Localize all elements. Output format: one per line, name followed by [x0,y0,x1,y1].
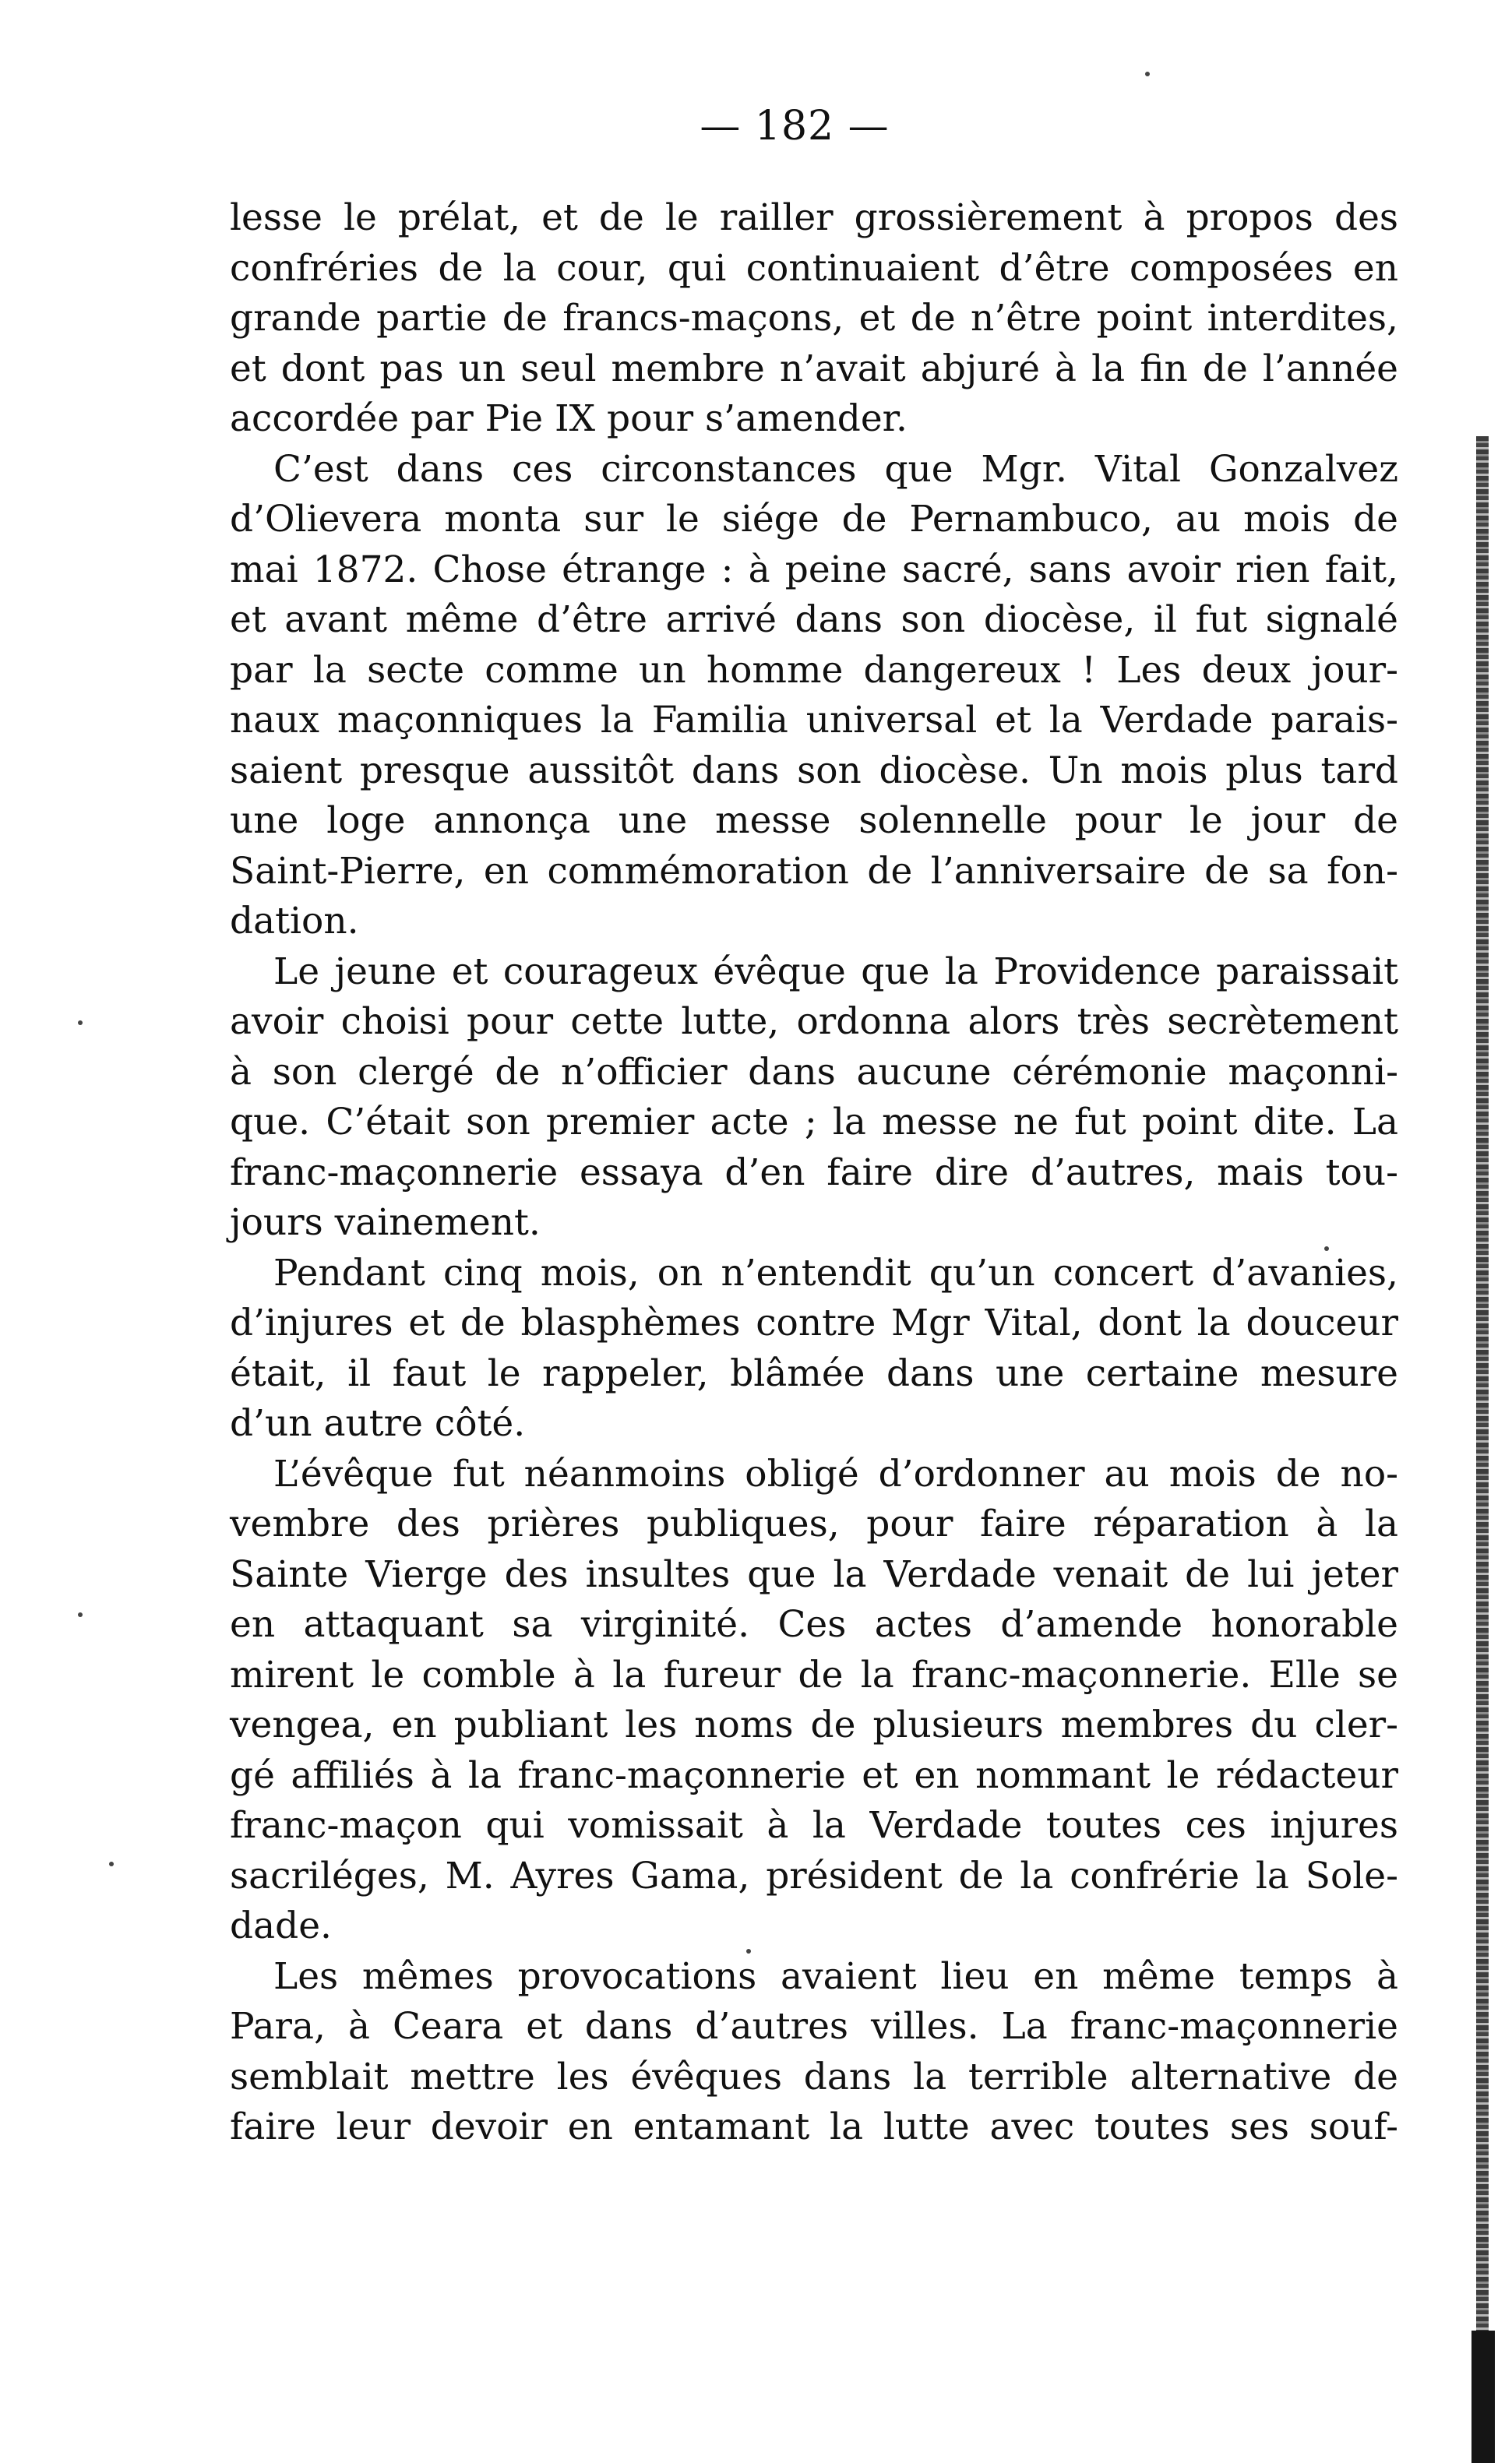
text-line: à son clergé de n’officier dans aucune cérémonie maçonni- [230,1050,1398,1094]
paragraph-2 [230,445,1398,947]
scan-speck [746,1949,751,1954]
text-line: confréries de la cour, qui continuaient d’être composées en [230,246,1398,290]
paragraph-4 [230,1249,1398,1450]
paragraph-6 [230,1952,1398,2153]
text-line: Para, à Ceara et dans d’autres villes. La franc-maçonnerie [230,2005,1398,2048]
text-line: grande partie de francs-maçons, et de n’être point interdites, [230,297,1398,340]
text-line: Le jeune et courageux évêque que la Providence paraissait [273,950,1398,993]
scan-speck [78,1612,83,1617]
text-line: gé affiliés à la franc-maçonnerie et en nommant le rédacteur [230,1753,1398,1797]
scan-speck [109,1862,114,1866]
text-line: d’Olievera monta sur le siége de Pernambuco, au mois de [230,498,1398,541]
text-line: mirent le comble à la fureur de la franc-maçonnerie. Elle se [230,1653,1398,1697]
text-line: franc-maçonnerie essaya d’en faire dire d’autres, mais tou- [230,1150,1398,1194]
text-line: en attaquant sa virginité. Ces actes d’amende honorable [230,1603,1398,1646]
text-line: mai 1872. Chose étrange : à peine sacré, sans avoir rien fait, [230,548,1398,591]
text-line: était, il faut le rappeler, blâmée dans une certaine mesure [230,1351,1398,1395]
text-line: par la secte comme un homme dangereux ! Les deux jour- [230,648,1398,692]
text-line: une loge annonça une messe solennelle pour le jour de [230,799,1398,842]
page-edge-shadow [1476,436,1489,2461]
text-line: jours vainement. [230,1201,541,1244]
text-line: dade. [230,1905,332,1947]
text-line: L’évêque fut néanmoins obligé d’ordonner au mois de no- [273,1452,1398,1496]
text-line: sacriléges, M. Ayres Gama, président de la confrérie la Sole- [230,1854,1398,1897]
text-line: et avant même d’être arrivé dans son diocèse, il fut signalé [230,598,1398,641]
text-line: dation. [230,900,359,943]
text-line: C’est dans ces circonstances que Mgr. Vital Gonzalvez [273,447,1398,491]
text-line: d’injures et de blasphèmes contre Mgr Vital, dont la douceur [230,1302,1398,1344]
text-line: d’un autre côté. [230,1402,526,1445]
text-line: semblait mettre les évêques dans la terrible alternative de [230,2055,1398,2098]
text-line: et dont pas un seul membre n’avait abjuré à la fin de l’année [230,347,1398,390]
text-line: Pendant cinq mois, on n’entendit qu’un concert d’avanies, [273,1251,1398,1295]
text-line: accordée par Pie IX pour s’amender. [230,397,908,440]
page-edge-dark-corner [1471,2331,1495,2463]
text-line: vengea, en publiant les noms de plusieurs membres du cler- [230,1704,1398,1746]
text-line: vembre des prières publiques, pour faire réparation à la [230,1503,1398,1545]
paragraph-5 [230,1450,1398,1952]
text-line: avoir choisi pour cette lutte, ordonna alors très secrètement [230,1000,1398,1043]
text-line: naux maçonniques la Familia universal et la Verdade parais- [230,699,1398,742]
page-number: — 182 — [700,103,890,150]
scan-speck [1324,1246,1329,1251]
text-line: Saint-Pierre, en commémoration de l’anniversaire de sa fon- [230,849,1398,893]
scan-speck [78,1020,83,1025]
text-line: Les mêmes provocations avaient lieu en même temps à [273,1954,1398,1998]
text-line: saient presque aussitôt dans son diocèse. Un mois plus tard [230,749,1398,792]
text-line: lesse le prélat, et de le railler grossièrement à propos des [230,196,1398,239]
text-line: que. C’était son premier acte ; la messe ne fut point dite. La [230,1101,1398,1143]
scan-speck [1145,72,1150,76]
text-line: faire leur devoir en entamant la lutte avec toutes ses souf- [230,2105,1398,2148]
body-text [230,193,1398,2153]
text-line: franc-maçon qui vomissait à la Verdade toutes ces injures [230,1804,1398,1847]
text-line: Sainte Vierge des insultes que la Verdade venait de lui jeter [230,1552,1398,1596]
paragraph-3 [230,947,1398,1249]
paragraph-1 [230,193,1398,445]
